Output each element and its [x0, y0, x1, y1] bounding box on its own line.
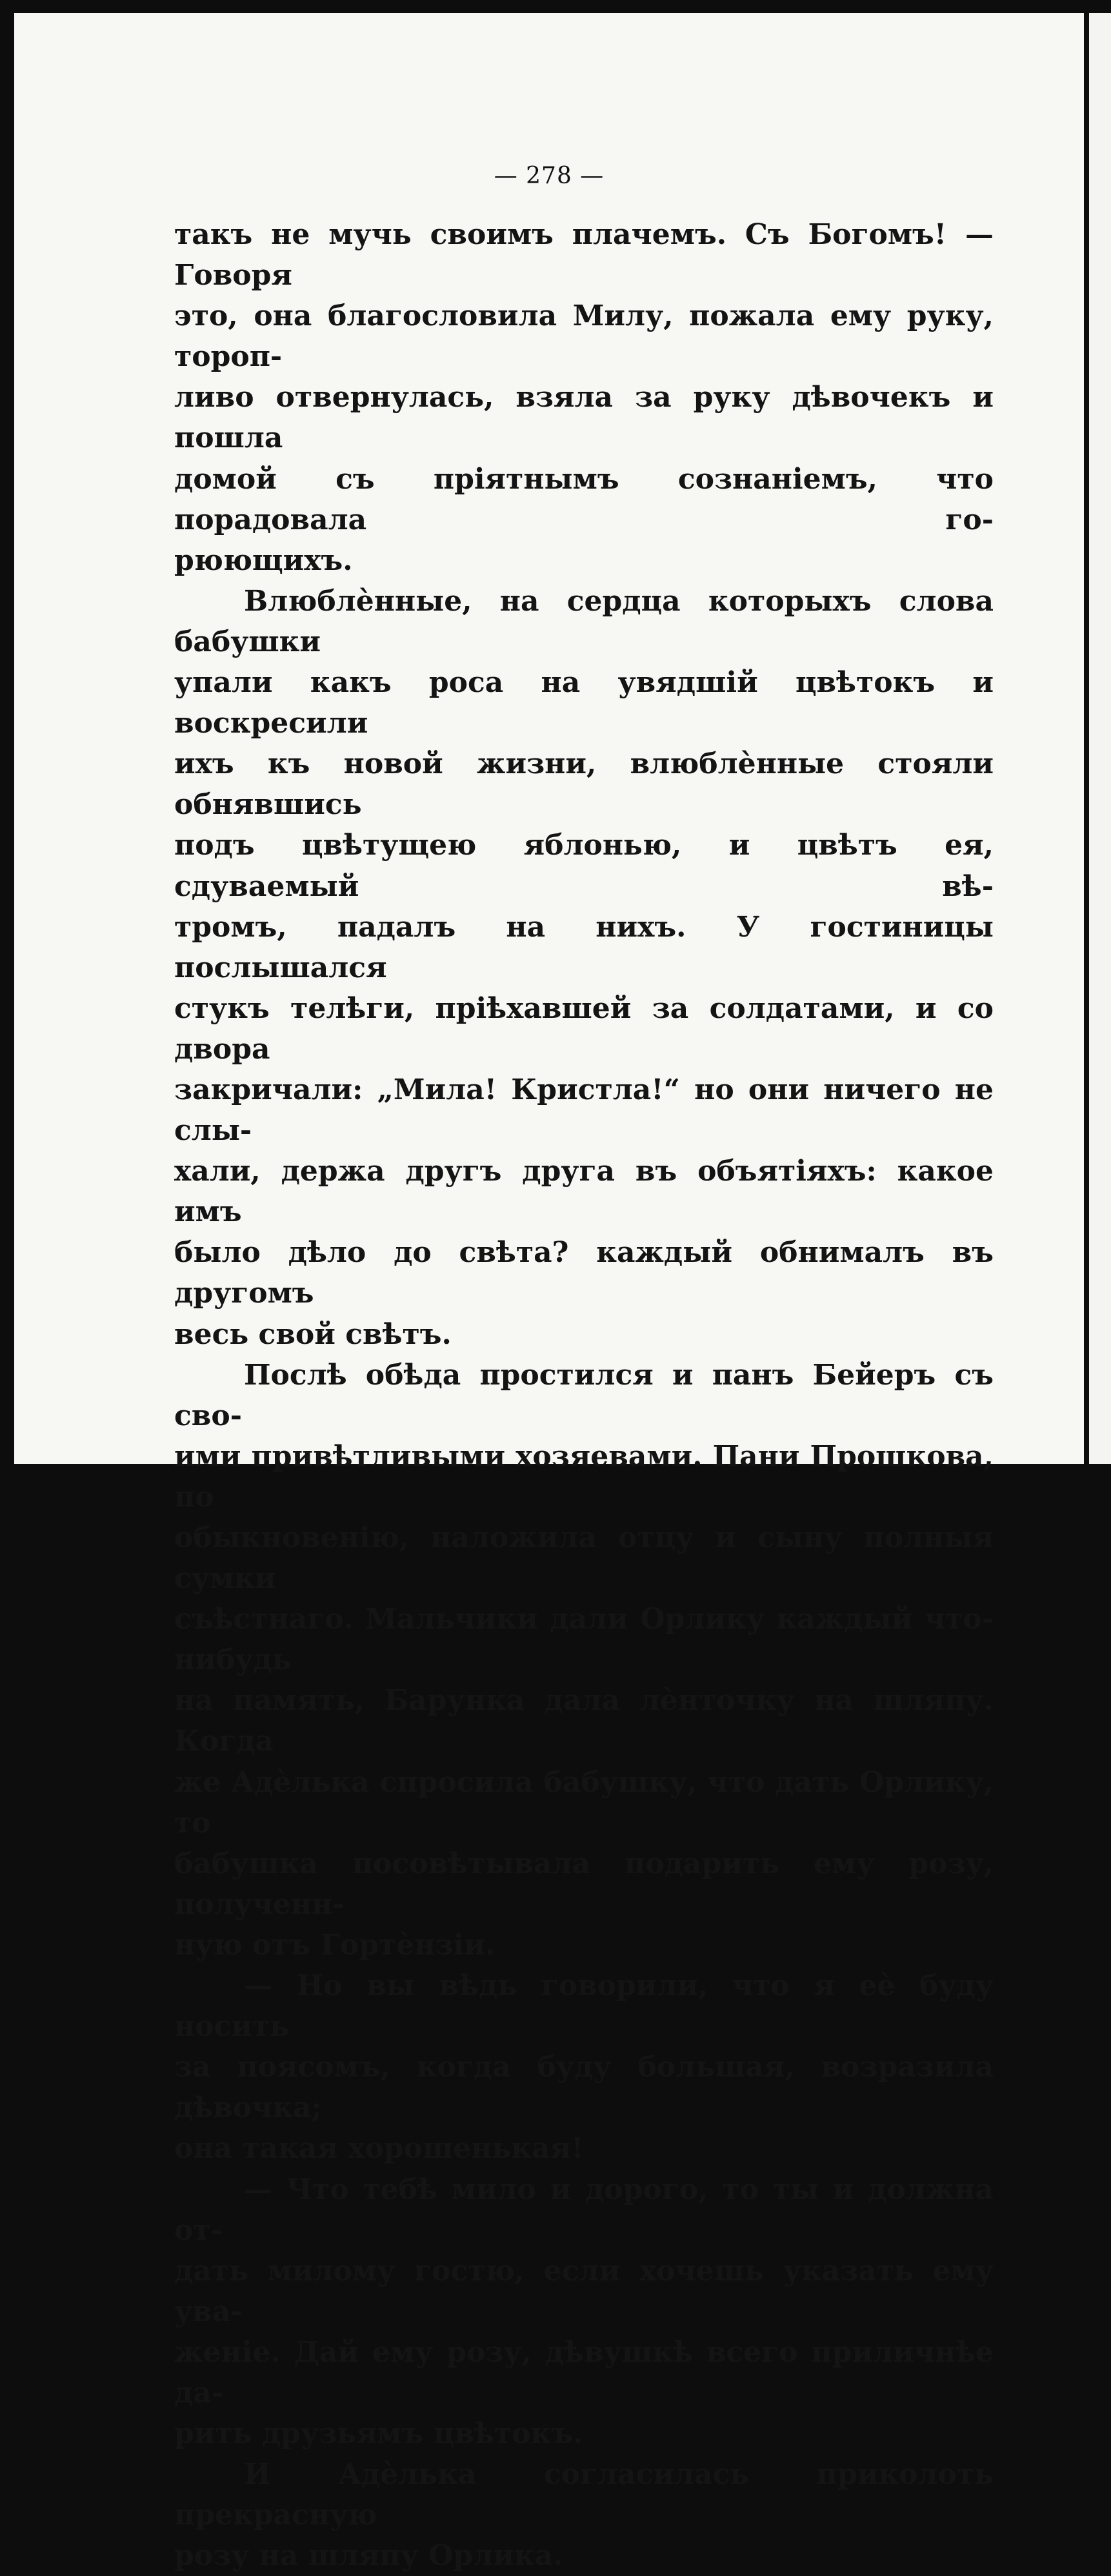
text-line: ими привѣтливыми хозяевами. Пани Прошкова, по [174, 1439, 994, 1514]
text-line: за поясомъ, когда буду большая, возразила дѣвочка; [174, 2051, 994, 2125]
text-line: закричали: „Мила! Кристла!“ но они ничего не слы- [174, 1073, 994, 1148]
text-line: — Но вы вѣдь говорили, что я еѐ буду носить [174, 1969, 994, 2044]
text-line: дать милому гостю, если хочешь указать ему ува- [174, 2254, 994, 2328]
text-line: на память, Барунка дала лѐнточку на шляпу. Когда [174, 1684, 994, 1758]
text-line: домой съ пріятнымъ сознаніемъ, что порадовала го- [174, 462, 994, 536]
page-number: — 278 — [494, 163, 605, 189]
text-line: тромъ, падалъ на нихъ. У гостиницы послышался [174, 910, 994, 984]
text-line: ливо отвернулась, взяла за руку дѣвочекъ и пошла [174, 381, 994, 455]
text-line: стукъ телѣги, пріѣхавшей за солдатами, и со двора [174, 991, 994, 1066]
text-line: бабушка посовѣтывала подарить ему розу, полученн- [174, 1847, 994, 1921]
text-line: весь свой свѣтъ. [174, 1317, 452, 1351]
text-line: же Адѐлька спросила бабушку, что дать Орлику, то [174, 1765, 994, 1840]
text-line: женіе. Дай ему розу, дѣвушкѣ всего приличнѣе да- [174, 2335, 994, 2409]
page-edge-shadow [1084, 13, 1089, 1464]
text-line: ную отъ Гортѐнзіи. [174, 1928, 495, 1962]
text-line: съѣстнаго. Мальчики дали Орлику каждый что-нибудь [174, 1603, 994, 1677]
text-line: она такая хорошенькая! [174, 2132, 584, 2165]
text-line: было дѣло до свѣта? каждый обнималъ въ другомъ [174, 1236, 994, 1310]
text-line: подъ цвѣтущею яблонью, и цвѣтъ ея, сдуваемый вѣ- [174, 829, 994, 903]
text-line: это, она благословила Милу, пожала ему руку, тороп- [174, 299, 994, 374]
text-line: упали какъ роса на увядшій цвѣтокъ и воскресили [174, 666, 994, 740]
text-line: рить друзьямъ цвѣтокъ. [174, 2417, 583, 2451]
text-line: такъ не мучь своимъ плачемъ. Съ Богомъ! — Говоря [174, 218, 994, 292]
text-line: рюющихъ. [174, 543, 353, 577]
body-text [174, 214, 994, 2576]
text-line: И Адѐлька согласилась приколоть прекрасную [174, 2458, 994, 2532]
text-line: Послѣ обѣда простился и панъ Бейеръ съ сво- [174, 1358, 994, 1432]
text-line: — Что тебѣ мило и дорого, то ты и должна от- [174, 2173, 994, 2247]
text-line: обыкновенію, наложила отцу и сыну полныя сумки [174, 1521, 994, 1596]
book-page [14, 13, 1084, 2573]
text-line: хали, держа другъ друга въ объятіяхъ: какое имъ [174, 1155, 994, 1229]
text-line: розу на шляпу Орлика. [174, 2539, 563, 2573]
text-line: ихъ къ новой жизни, влюблѐнные стояли обнявшись [174, 747, 994, 822]
adjacent-page-edge [1089, 13, 1111, 1464]
text-line: Влюблѐнные, на сердца которыхъ слова бабушки [174, 584, 994, 658]
